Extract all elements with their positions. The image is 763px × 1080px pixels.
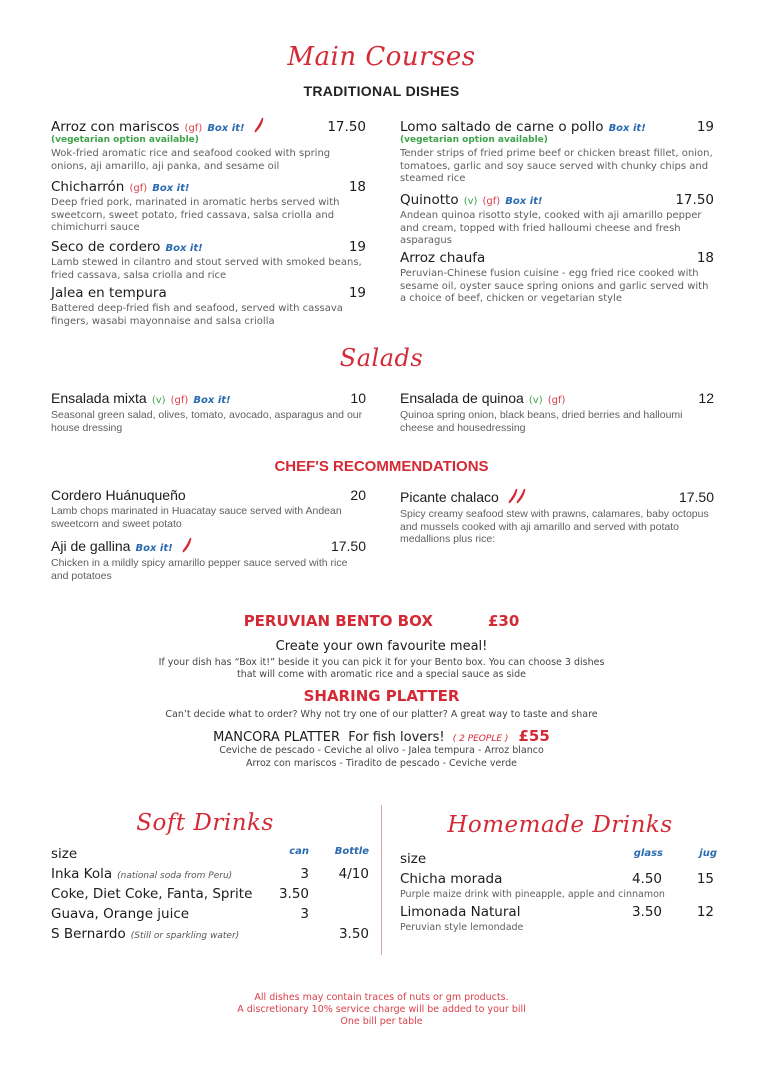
- drinks-divider: [381, 805, 382, 955]
- footer-notes: [0, 992, 763, 1028]
- menu-item-ensalada-de-quinoa: [400, 388, 714, 434]
- item-name: Seco de cordero: [51, 239, 161, 255]
- drink-name: S Bernardo: [51, 926, 126, 942]
- item-description: Tender strips of fried prime beef or chicken breast fillet, onion, tomatoes, garlic and soy sauce served with chunky chips and steamed rice: [400, 148, 713, 184]
- soft-drinks-table: [51, 846, 371, 946]
- drink-name: Guava, Orange juice: [51, 906, 190, 922]
- box-it-tag: Box it!: [135, 543, 173, 554]
- bento-box-headline: Create your own favourite meal!: [275, 639, 488, 654]
- box-it-tag: Box it!: [505, 196, 543, 207]
- item-name: Picante chalaco: [400, 489, 499, 505]
- menu-item-seco-de-cordero: [51, 236, 366, 282]
- box-it-tag: Box it!: [608, 123, 646, 134]
- drink-row-limonada-natural: [400, 904, 720, 924]
- mancora-platter-line-1: Ceviche de pescado - Ceviche al olivo - Jalea tempura - Arroz blanco: [219, 745, 544, 756]
- one-bill-note: One bill per table: [340, 1016, 423, 1027]
- drink-row-inka-kola: [51, 866, 371, 886]
- soft-drinks-header-row: [51, 846, 371, 866]
- double-chili-pepper-icon: [507, 488, 527, 504]
- item-price: 10: [350, 390, 366, 406]
- bottle-column-header: Bottle: [334, 846, 369, 857]
- box-it-tag: Box it!: [165, 243, 203, 254]
- item-price: 17.50: [327, 119, 366, 135]
- size-label: size: [400, 851, 427, 867]
- menu-item-arroz-chaufa: [400, 250, 714, 306]
- drink-name: Limonada Natural: [400, 904, 521, 920]
- glass-price: 4.50: [631, 871, 662, 887]
- item-name: Lomo saltado de carne o pollo: [400, 119, 604, 135]
- bento-box-line-2: that will come with aromatic rice and a special sauce as side: [236, 669, 527, 680]
- item-name: Ensalada de quinoa: [400, 390, 524, 406]
- item-name: Arroz chaufa: [400, 250, 486, 266]
- item-description: Quinoa spring onion, black beans, dried berries and halloumi cheese and housedressing: [400, 409, 683, 434]
- homemade-drinks-table: [400, 848, 720, 937]
- gluten-free-tag: (gf): [170, 395, 189, 406]
- item-description: Deep fried pork, marinated in aromatic herbs served with sweetcorn, sweet potato, fried cassava, salsa criolla and chimichurri sauce: [51, 197, 340, 233]
- jug-column-header: jug: [699, 848, 717, 859]
- item-price: 19: [348, 239, 366, 255]
- menu-item-lomo-saltado: [400, 116, 714, 186]
- drink-row-chicha-morada: [400, 871, 720, 891]
- item-description: Seasonal green salad, olives, tomato, avocado, asparagus and our house dressing: [51, 409, 363, 434]
- traditional-dishes-heading: TRADITIONAL DISHES: [303, 83, 460, 99]
- menu-item-ensalada-mixta: [51, 388, 366, 434]
- bento-box-price: £30: [487, 612, 520, 630]
- item-price: 17.50: [330, 538, 366, 554]
- menu-item-chicharron: [51, 176, 366, 235]
- jug-price: 12: [696, 904, 714, 920]
- can-price: 3.50: [278, 886, 309, 902]
- can-price: 3: [300, 866, 309, 882]
- glass-price: 3.50: [631, 904, 662, 920]
- item-price: 19: [348, 285, 366, 301]
- service-charge-note: A discretionary 10% service charge will be added to your bill: [237, 1004, 526, 1015]
- drink-description: Purple maize drink with pineapple, apple and cinnamon: [400, 889, 665, 900]
- item-description: Peruvian-Chinese fusion cuisine - egg fried rice cooked with sesame oil, oyster sauce spring onions and garlic served with a choice of beef, chicken or vegetarian style: [400, 268, 709, 304]
- drink-row-coke: [51, 886, 371, 906]
- size-label: size: [51, 846, 78, 862]
- mancora-platter-heading: [0, 726, 763, 745]
- item-price: 18: [348, 179, 366, 195]
- gluten-free-tag: (gf): [129, 183, 148, 194]
- chili-pepper-icon: [253, 117, 265, 133]
- gluten-free-tag: (gf): [547, 395, 566, 406]
- mancora-platter-line-2: Arroz con mariscos - Tiradito de pescado - Ceviche verde: [246, 758, 517, 769]
- drink-row-s-bernardo: [51, 926, 371, 946]
- item-description: Wok-fried aromatic rice and seafood cooked with spring onions, aji amarillo, aji panka, and sesame oil: [51, 148, 331, 172]
- menu-item-arroz-con-mariscos: [51, 116, 366, 173]
- menu-item-quinotto: [400, 189, 714, 248]
- vegetarian-option-note: (vegetarian option available): [51, 135, 199, 145]
- menu-item-cordero-huanuqueno: [51, 487, 366, 530]
- allergen-note: All dishes may contain traces of nuts or gm products.: [254, 992, 509, 1003]
- vegetarian-tag: (v): [528, 395, 543, 406]
- salads-title: Salads: [339, 344, 424, 372]
- item-description: Chicken in a mildly spicy amarillo pepper sauce served with rice and potatoes: [51, 557, 348, 582]
- vegetarian-tag: (v): [151, 395, 166, 406]
- bottle-price: 3.50: [338, 926, 369, 942]
- can-column-header: can: [289, 846, 309, 857]
- chefs-recommendations-heading: CHEF'S RECOMMENDATIONS: [274, 458, 489, 475]
- soft-drinks-title: Soft Drinks: [136, 810, 274, 836]
- item-price: 12: [698, 390, 714, 406]
- bento-box-title: PERUVIAN BENTO BOX: [243, 612, 433, 630]
- sharing-platter-title: SHARING PLATTER: [303, 687, 460, 705]
- homemade-drinks-header-row: [400, 848, 720, 871]
- drink-description: Peruvian style lemondade: [400, 922, 524, 933]
- drink-note: (Still or sparkling water): [130, 931, 240, 941]
- item-description: Spicy creamy seafood stew with prawns, calamares, baby octopus and mussels cooked with aji amarillo and served with potato medallions plus rice:: [400, 508, 709, 545]
- bento-box-line-1: If your dish has “Box it!” beside it you can pick it for your Bento box. You can choose 3 dishes: [158, 657, 605, 668]
- item-name: Cordero Huánuqueño: [51, 487, 186, 503]
- vegetarian-tag: (v): [463, 196, 478, 207]
- can-price: 3: [300, 906, 309, 922]
- box-it-tag: Box it!: [193, 395, 231, 406]
- drink-note: (national soda from Peru): [117, 871, 233, 881]
- item-name: Chicharrón: [51, 179, 125, 195]
- drink-name: Inka Kola: [51, 866, 113, 882]
- chili-pepper-icon: [181, 537, 193, 553]
- item-description: Lamb stewed in cilantro and stout served with smoked beans, fried cassava, salsa criolla and rice: [51, 257, 362, 281]
- item-name: Aji de gallina: [51, 538, 131, 554]
- sharing-platter-intro: Can’t decide what to order? Why not try one of our platter? A great way to taste and share: [165, 709, 598, 720]
- item-description: Lamb chops marinated in Huacatay sauce served with Andean sweetcorn and sweet potato: [51, 505, 342, 530]
- box-it-tag: Box it!: [152, 183, 190, 194]
- gluten-free-tag: (gf): [482, 196, 501, 207]
- item-price: 17.50: [675, 192, 714, 208]
- main-courses-title: Main Courses: [287, 42, 476, 72]
- mancora-platter-people: ( 2 PEOPLE ): [452, 734, 509, 744]
- vegetarian-option-note: (vegetarian option available): [400, 135, 548, 145]
- jug-price: 15: [696, 871, 714, 887]
- menu-item-aji-de-gallina: [51, 536, 366, 582]
- homemade-drinks-title: Homemade Drinks: [447, 812, 673, 838]
- drink-name: Chicha morada: [400, 871, 503, 887]
- item-name: Quinotto: [400, 192, 459, 208]
- menu-item-picante-chalaco: [400, 487, 714, 546]
- item-price: 17.50: [678, 489, 714, 505]
- item-name: Arroz con mariscos: [51, 119, 180, 135]
- item-price: 19: [696, 119, 714, 135]
- item-price: 20: [350, 487, 366, 503]
- gluten-free-tag: (gf): [184, 123, 203, 134]
- drink-name: Coke, Diet Coke, Fanta, Sprite: [51, 886, 253, 902]
- glass-column-header: glass: [633, 848, 663, 859]
- drink-row-guava-orange: [51, 906, 371, 926]
- bottle-price: 4/10: [338, 866, 369, 882]
- bento-box-heading: [0, 611, 763, 630]
- box-it-tag: Box it!: [207, 123, 245, 134]
- menu-item-jalea-en-tempura: [51, 285, 366, 328]
- item-description: Andean quinoa risotto style, cooked with aji amarillo pepper and cream, topped with fried halloumi cheese and fresh asparagus: [400, 210, 702, 246]
- item-name: Jalea en tempura: [51, 285, 167, 301]
- mancora-platter-name: MANCORA PLATTER For fish lovers!: [213, 730, 445, 745]
- item-name: Ensalada mixta: [51, 390, 147, 406]
- item-price: 18: [696, 250, 714, 266]
- item-description: Battered deep-fried fish and seafood, served with cassava fingers, wasabi mayonnaise and salsa criolla: [51, 303, 343, 327]
- mancora-platter-price: £55: [518, 727, 550, 745]
